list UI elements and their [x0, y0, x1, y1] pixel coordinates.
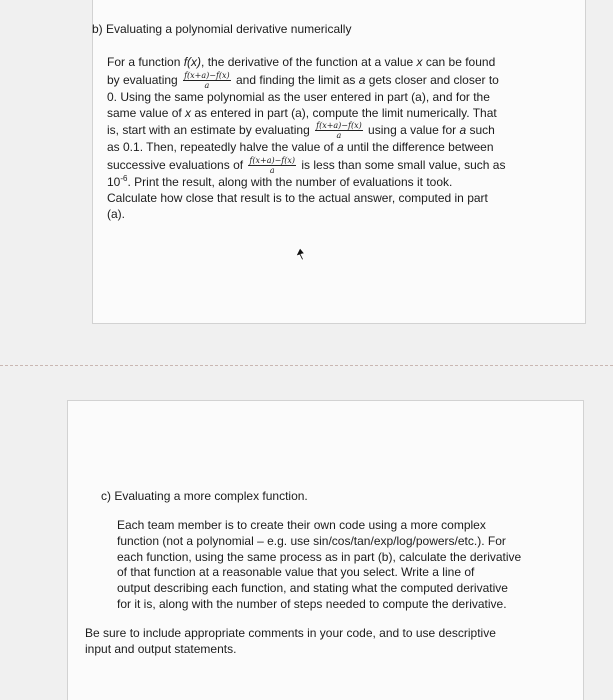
mouse-pointer-icon: [293, 247, 305, 261]
part-c-instructions: [117, 518, 521, 613]
difference-quotient-fraction: $\frac{f(x+a)-f(x)}{a}$: [249, 156, 296, 176]
part-c-note-line: input and output statements.: [85, 641, 237, 656]
part-c-line: Each team member is to create their own code using a more complex: [117, 518, 486, 532]
difference-quotient-fraction: $\frac{f(x+a)-f(x)}{a}$: [316, 121, 362, 141]
part-b-body: [107, 55, 505, 223]
part-c-heading: c) Evaluating a more complex function.: [101, 489, 308, 503]
part-b-line-7: successive evaluations of $\frac{f(x+a)-f(x)}{a}$ is less than some small value, such as: [107, 156, 506, 176]
part-b-line-8: $10^{-6}$. Print the result, along with the number of evaluations it took.: [107, 174, 453, 190]
part-b-line-10: (a).: [107, 206, 125, 221]
part-b-line-5: is, start with an estimate by evaluating $\frac{f(x+a)-f(x)}{a}$ using a value for a such: [107, 121, 495, 141]
part-b-line-2: by evaluating $\frac{f(x+a)-f(x)}{a}$ and finding the limit as a gets closer and closer to: [107, 70, 499, 90]
part-b-line-3: 0. Using the same polynomial as the user entered in part (a), and for the: [107, 89, 490, 104]
page-divider: [0, 365, 613, 366]
difference-quotient-fraction: $\frac{f(x+a)-f(x)}{a}$: [184, 70, 230, 90]
part-b-line-6: as 0.1. Then, repeatedly halve the value of a until the difference between: [107, 140, 494, 155]
part-c-line: of that function at a reasonable value that you select. Write a line of: [117, 565, 475, 580]
part-b-line-4: same value of x as entered in part (a), compute the limit numerically. That: [107, 105, 497, 120]
part-c-note-line: Be sure to include appropriate comments in your code, and to use descriptive: [85, 626, 496, 640]
part-b-heading: b) Evaluating a polynomial derivative numerically: [92, 22, 352, 36]
part-c-line: output describing each function, and stating what the computed derivative: [117, 581, 508, 596]
part-b-line-9: Calculate how close that result is to the actual answer, computed in part: [107, 190, 488, 205]
part-b-line-1: For a function f(x), the derivative of the function at a value x can be found: [107, 55, 496, 69]
part-c-notes: [85, 626, 496, 658]
part-c-line: for it is, along with the number of steps needed to compute the derivative.: [117, 596, 507, 611]
part-c-line: function (not a polynomial – e.g. use sin/cos/tan/exp/log/powers/etc.). For: [117, 533, 506, 548]
part-c-line: each function, using the same process as in part (b), calculate the derivative: [117, 549, 522, 564]
